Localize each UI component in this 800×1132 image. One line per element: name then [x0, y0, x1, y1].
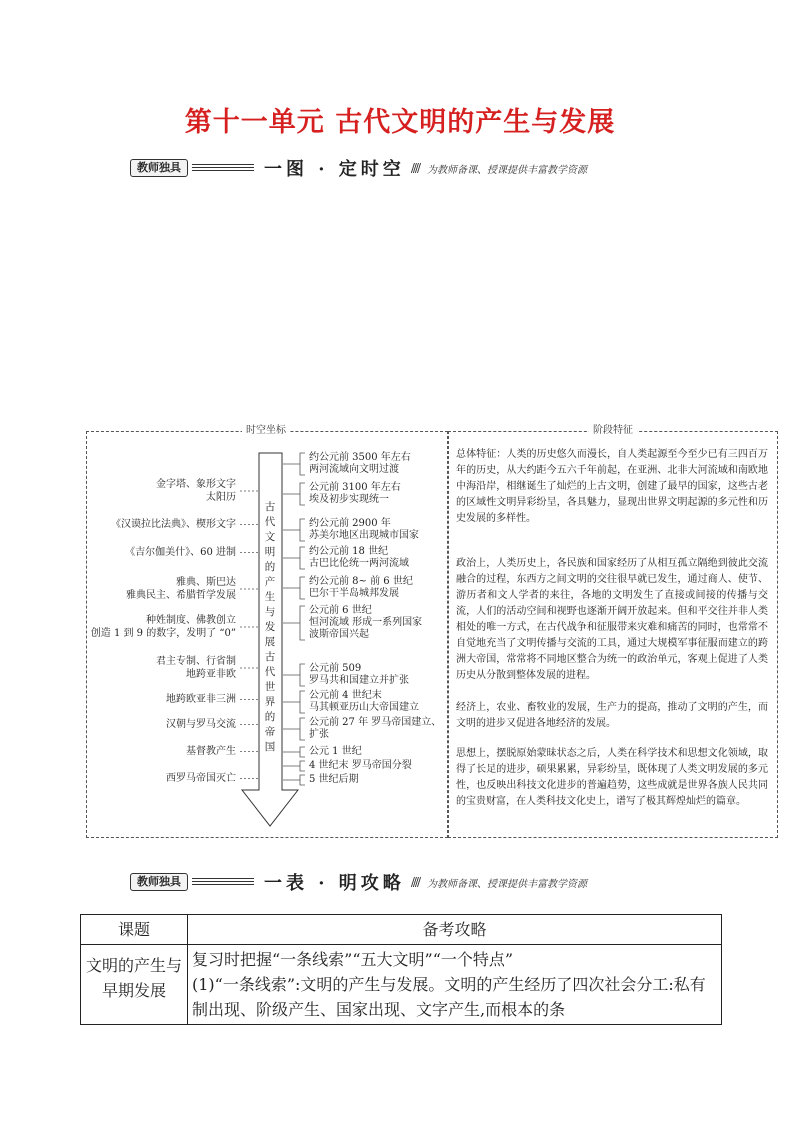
timeline-right-bracket [283, 664, 305, 686]
timeline-right-text: 公元前 509 [309, 663, 362, 674]
stage-feature-paragraph: 政治上，人类历史上，各民族和国家经历了从相互孤立隔绝到彼此交流融合的过程，东西方之间文明的交往很早就已发生，通过商人、使节、游历者和文人学者的来往，各地的文明发生了直接或间接的传播与交流，人们的活动空间和视野也逐渐开阔开放起来。但和平交往并非人类相处的唯一方式，在古代战争和征服带来灾难和痛苦的同时，也常常不自觉地充当了文明传播与交流的工具，通过大规模军事征服而建立的跨洲大帝国，常常将不同地区整合为统一的政治单元，客观上促进了人类历史从分散到整体发展的进程。 [456, 558, 768, 681]
timeline-right-bracket [283, 761, 305, 771]
table-header-topic: 课题 [81, 915, 188, 945]
timeline-right-text: 恒河流域 形成一系列国家 [309, 617, 423, 628]
timeline-right-bracket [283, 547, 305, 569]
strategy-line: 复习时把握“一条线索”“五大文明”“一个特点” [192, 950, 514, 969]
timeline-left-text: 《吉尔伽美什》、60 进制 [125, 547, 236, 558]
timeline-right-bracket [283, 519, 305, 541]
timeline-right-item [309, 452, 411, 476]
timeline-right-text: 公元前 27 年 罗马帝国建立、 [309, 717, 442, 728]
timeline-right-text: 罗马共和国建立并扩张 [309, 675, 409, 686]
stage-feature-paragraph: 总体特征：人类的历史悠久而漫长，自人类起源至今至少已有三四百万年的历史，从大约距今五六千年前起，在亚洲、北非大河流域和南欧地中海沿岸，相继诞生了灿烂的上古文明，创建了最早的国家，这些古老的区域性文明异彩纷呈，各具魅力，显现出世界文明起源的多元性和历史发展的多样性。 [456, 449, 768, 524]
timeline-left-text: 《汉谟拉比法典》、楔形文字 [111, 519, 236, 530]
timeline-right-bracket [283, 483, 305, 505]
timeline-right-text: 约公元前 2900 年 [309, 518, 391, 529]
timeline-right-bracket [283, 718, 305, 740]
timeline-left-item [125, 546, 236, 559]
timeline-left-text: 金字塔、象形文字 [156, 479, 236, 490]
timeline-left-text: 地跨亚非欧 [186, 669, 236, 680]
timeline-right-bracket [283, 775, 305, 785]
timeline-right-item [309, 546, 409, 570]
stage-feature-paragraph: 思想上，摆脱原始蒙昧状态之后，人类在科学技术和思想文化领域，取得了长足的进步，硕果累累，异彩纷呈，既体现了人类文明发展的多元性，也反映出科技文化进步的普遍趋势，这些成就是世界各族人民共同的宝贵财富，在人类科技文化史上，谱写了极其辉煌灿烂的篇章。 [456, 748, 768, 807]
timeline-right-text: 约公元前 18 世纪 [309, 546, 389, 557]
timeline-right-text: 古巴比伦统一两河流域 [309, 558, 409, 569]
timeline-right-text: 扩张 [309, 729, 329, 740]
stage-feature-paragraph: 经济上，农业、畜牧业的发展，生产力的提高，推动了文明的产生，而文明的进步又促进各地经济的发展。 [456, 702, 768, 729]
timeline-shaft-label-1: 古代文明的产生与发展 [264, 501, 276, 648]
timeline-right-text: 埃及初步实现统一 [309, 494, 389, 505]
timeline-right-item [309, 760, 412, 772]
timeline-left-item [111, 518, 236, 531]
table-header-strategy: 备考攻略 [188, 915, 722, 945]
banner-note: 为教师备课、授课提供丰富教学资源 [426, 878, 587, 890]
timeline-left-text: 地跨欧亚非三洲 [166, 694, 236, 705]
decorative-lines [192, 878, 254, 886]
timeline-right-text: 公元前 4 世纪末 [309, 690, 382, 701]
timeline-left-item [166, 772, 236, 785]
timeline-left-item [166, 718, 236, 731]
strategy-line: (1)“一条线索”:文明的产生与发展。文明的产生经历了四次社会分工:私有制出现、阶级产生、国家出现、文字产生,而根本的条 [192, 975, 706, 1019]
table-cell-strategy [188, 945, 722, 1025]
timeline-right-item [309, 482, 401, 506]
strategy-table [80, 914, 722, 1025]
timeline-left-item [186, 745, 236, 758]
timeline-left-text: 雅典、斯巴达 [176, 577, 236, 588]
timeline-left-item [156, 655, 236, 681]
timeline-left-text: 汉朝与罗马交流 [166, 719, 236, 730]
stage-features-box-label: 阶段特征 [589, 424, 637, 438]
decorative-slashes: //// [410, 875, 419, 889]
timeline-left-text: 雅典民主、希腊哲学发展 [126, 590, 236, 601]
timeline-right-text: 公元 1 世纪 [309, 746, 362, 757]
timeline-right-item [309, 774, 359, 786]
banner-note: 为教师备课、授课提供丰富教学资源 [426, 164, 587, 176]
timeline-left-item [126, 576, 236, 602]
timeline-right-text: 巴尔干半岛城邦发展 [309, 588, 399, 599]
page-title: 第十一单元 古代文明的产生与发展 [184, 107, 616, 138]
timeline-left-text: 种姓制度、佛教创立 [146, 615, 236, 626]
timeline-right-bracket [283, 577, 305, 599]
timeline-right-item [309, 690, 419, 714]
timeline-right-text: 马其顿亚历山大帝国建立 [309, 702, 419, 713]
timeline-right-text: 两河流域向文明过渡 [309, 464, 399, 475]
banner-title: 一图 · 定时空 [264, 159, 405, 180]
table-row [81, 945, 722, 1025]
timeline-right-text: 公元前 3100 年左右 [309, 482, 401, 493]
timeline-right-item [309, 605, 422, 641]
timeline-left-text: 西罗马帝国灭亡 [166, 773, 236, 784]
timeline-left-item [166, 693, 236, 706]
timeline-left-text: 君主专制、行省制 [156, 656, 236, 667]
timeline-right-item [309, 663, 409, 687]
timeline-shaft-label-2: 古代世界的帝国 [264, 651, 276, 753]
teacher-exclusive-badge: 教师独具 [130, 159, 188, 177]
timeline-right-text: 公元前 6 世纪 [309, 605, 372, 616]
timeline-right-bracket [283, 691, 305, 713]
timeline-box-label: 时空坐标 [242, 424, 290, 438]
timeline-left-text: 基督教产生 [186, 746, 236, 757]
timeline-right-item [309, 746, 362, 758]
decorative-slashes: //// [410, 161, 419, 175]
timeline-right-text: 4 世纪末 罗马帝国分裂 [309, 760, 412, 771]
banner-title: 一表 · 明攻略 [264, 873, 405, 894]
timeline-left-text: 创造 1 到 9 的数字，发明了 “0” [90, 628, 236, 639]
table-header-row [81, 915, 722, 945]
timeline-right-bracket [283, 453, 305, 475]
section-banner-table [130, 870, 690, 894]
timeline-right-text: 约公元前 8~ 前 6 世纪 [309, 576, 413, 587]
timeline-right-item [309, 518, 419, 542]
timeline-right-bracket [283, 747, 305, 757]
timeline-right-item [309, 717, 441, 741]
table-cell-topic: 文明的产生与早期发展 [81, 945, 188, 1025]
timeline-right-text: 苏美尔地区出现城市国家 [309, 530, 419, 541]
timeline-right-text: 波斯帝国兴起 [309, 629, 369, 640]
teacher-exclusive-badge: 教师独具 [130, 873, 188, 891]
timeline-left-text: 太阳历 [206, 492, 236, 503]
timeline-left-item [156, 478, 236, 504]
timeline-left-item [91, 614, 236, 640]
timeline-right-item [309, 576, 413, 600]
timeline-right-text: 约公元前 3500 年左右 [309, 452, 411, 463]
timeline-right-text: 5 世纪后期 [309, 774, 359, 785]
timeline-right-bracket [283, 606, 305, 640]
